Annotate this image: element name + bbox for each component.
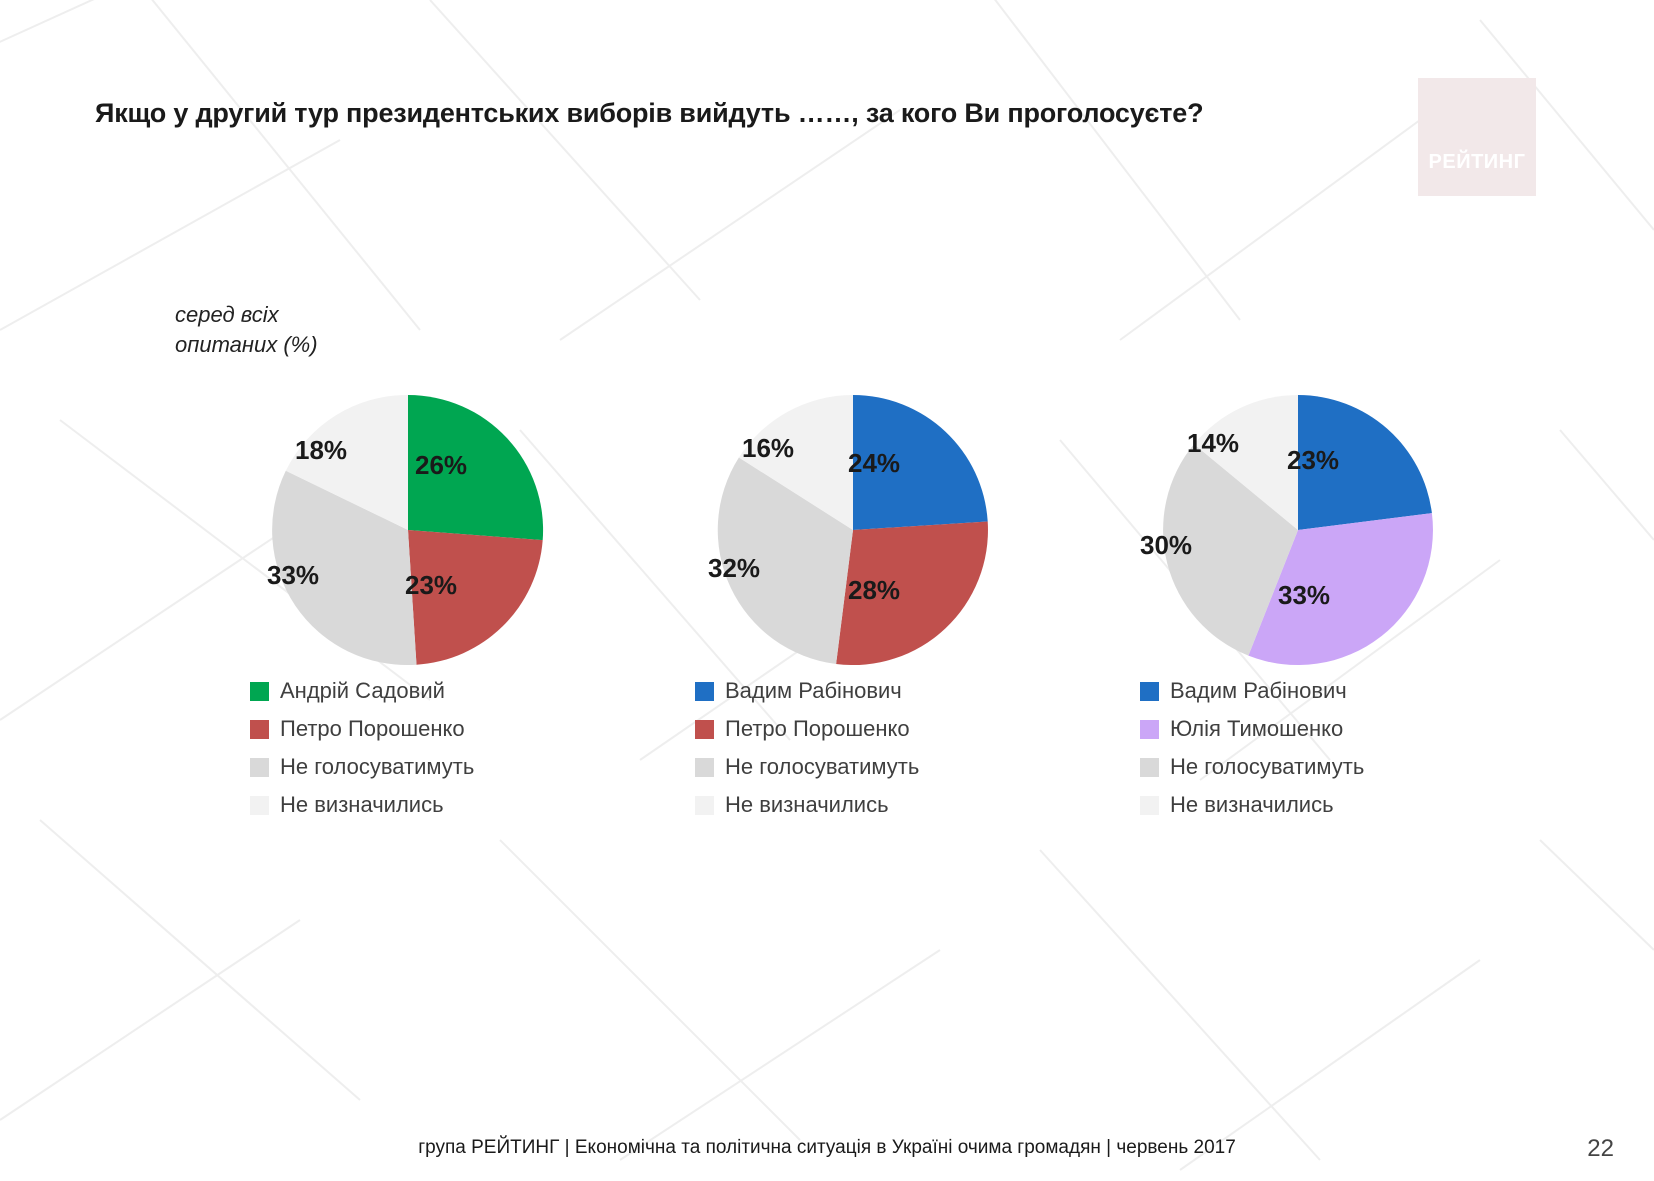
- legend-item: [695, 716, 1115, 742]
- legend-swatch-icon: [695, 796, 714, 815]
- legend-item: [1140, 716, 1560, 742]
- footer-text: група РЕЙТИНГ | Економічна та політична ситуація в Україні очима громадян | червень 2017: [418, 1137, 1236, 1158]
- legend-item: [250, 716, 670, 742]
- legend-label: Не визначились: [280, 792, 444, 817]
- pie-chart-3-value-2: 33%: [1278, 580, 1331, 610]
- pie-chart-1-legend: [250, 678, 670, 830]
- pie-chart-1-svg: [263, 390, 553, 670]
- pie-chart-3: [1065, 390, 1535, 817]
- pie-chart-1-value-1: 26%: [415, 450, 468, 480]
- page-title: Якщо у другий тур президентських виборів вийдуть ……, за кого Ви проголосуєте?: [95, 98, 1204, 128]
- legend-item: [695, 792, 1115, 818]
- pie-chart-1-graphic: [175, 390, 645, 670]
- legend-swatch-icon: [695, 720, 714, 739]
- legend-item: [695, 754, 1115, 780]
- pie-chart-2-svg: [708, 390, 998, 670]
- legend-item: [250, 678, 670, 704]
- pie-chart-2-legend: [695, 678, 1115, 830]
- legend-label: Не голосуватимуть: [725, 754, 920, 779]
- pie-chart-1-value-2: 23%: [405, 570, 458, 600]
- pie-chart-3-value-1: 23%: [1287, 445, 1340, 475]
- pie-chart-1: [175, 390, 645, 817]
- sub-caption: серед всіх опитаних (%): [175, 302, 318, 357]
- legend-label: Не голосуватимуть: [1170, 754, 1365, 779]
- pie-chart-2-value-2: 28%: [848, 575, 901, 605]
- legend-item: [250, 792, 670, 818]
- pie-chart-3-legend: [1140, 678, 1560, 830]
- legend-swatch-icon: [695, 682, 714, 701]
- legend-item: [1140, 754, 1560, 780]
- legend-swatch-icon: [1140, 796, 1159, 815]
- pie-chart-1-value-3: 33%: [267, 560, 320, 590]
- brand-logo-text: РЕЙТИНГ: [1428, 151, 1526, 173]
- pie-chart-2-value-4: 16%: [742, 433, 795, 463]
- legend-item: [695, 678, 1115, 704]
- pie-chart-3-graphic: [1065, 390, 1535, 670]
- pie-chart-1-value-4: 18%: [295, 435, 348, 465]
- legend-swatch-icon: [250, 796, 269, 815]
- pie-chart-3-value-4: 14%: [1187, 428, 1240, 458]
- legend-label: Андрій Садовий: [280, 678, 445, 703]
- brand-logo: [1418, 78, 1536, 196]
- legend-label: Не голосуватимуть: [280, 754, 475, 779]
- legend-swatch-icon: [250, 758, 269, 777]
- pie-chart-2-value-3: 32%: [708, 553, 761, 583]
- pie-chart-3-value-3: 30%: [1140, 530, 1193, 560]
- legend-label: Вадим Рабінович: [725, 678, 902, 703]
- legend-item: [250, 754, 670, 780]
- legend-label: Не визначились: [1170, 792, 1334, 817]
- legend-swatch-icon: [695, 758, 714, 777]
- legend-swatch-icon: [250, 682, 269, 701]
- pie-chart-2: [620, 390, 1090, 817]
- legend-label: Не визначились: [725, 792, 889, 817]
- legend-label: Юлія Тимошенко: [1170, 716, 1344, 741]
- pie-chart-2-graphic: [620, 390, 1090, 670]
- pie-chart-2-value-1: 24%: [848, 448, 901, 478]
- legend-swatch-icon: [1140, 720, 1159, 739]
- page-number: 22: [1587, 1135, 1614, 1162]
- legend-label: Петро Порошенко: [725, 716, 910, 741]
- legend-label: Петро Порошенко: [280, 716, 465, 741]
- legend-swatch-icon: [1140, 758, 1159, 777]
- legend-item: [1140, 678, 1560, 704]
- legend-label: Вадим Рабінович: [1170, 678, 1347, 703]
- legend-swatch-icon: [250, 720, 269, 739]
- legend-swatch-icon: [1140, 682, 1159, 701]
- legend-item: [1140, 792, 1560, 818]
